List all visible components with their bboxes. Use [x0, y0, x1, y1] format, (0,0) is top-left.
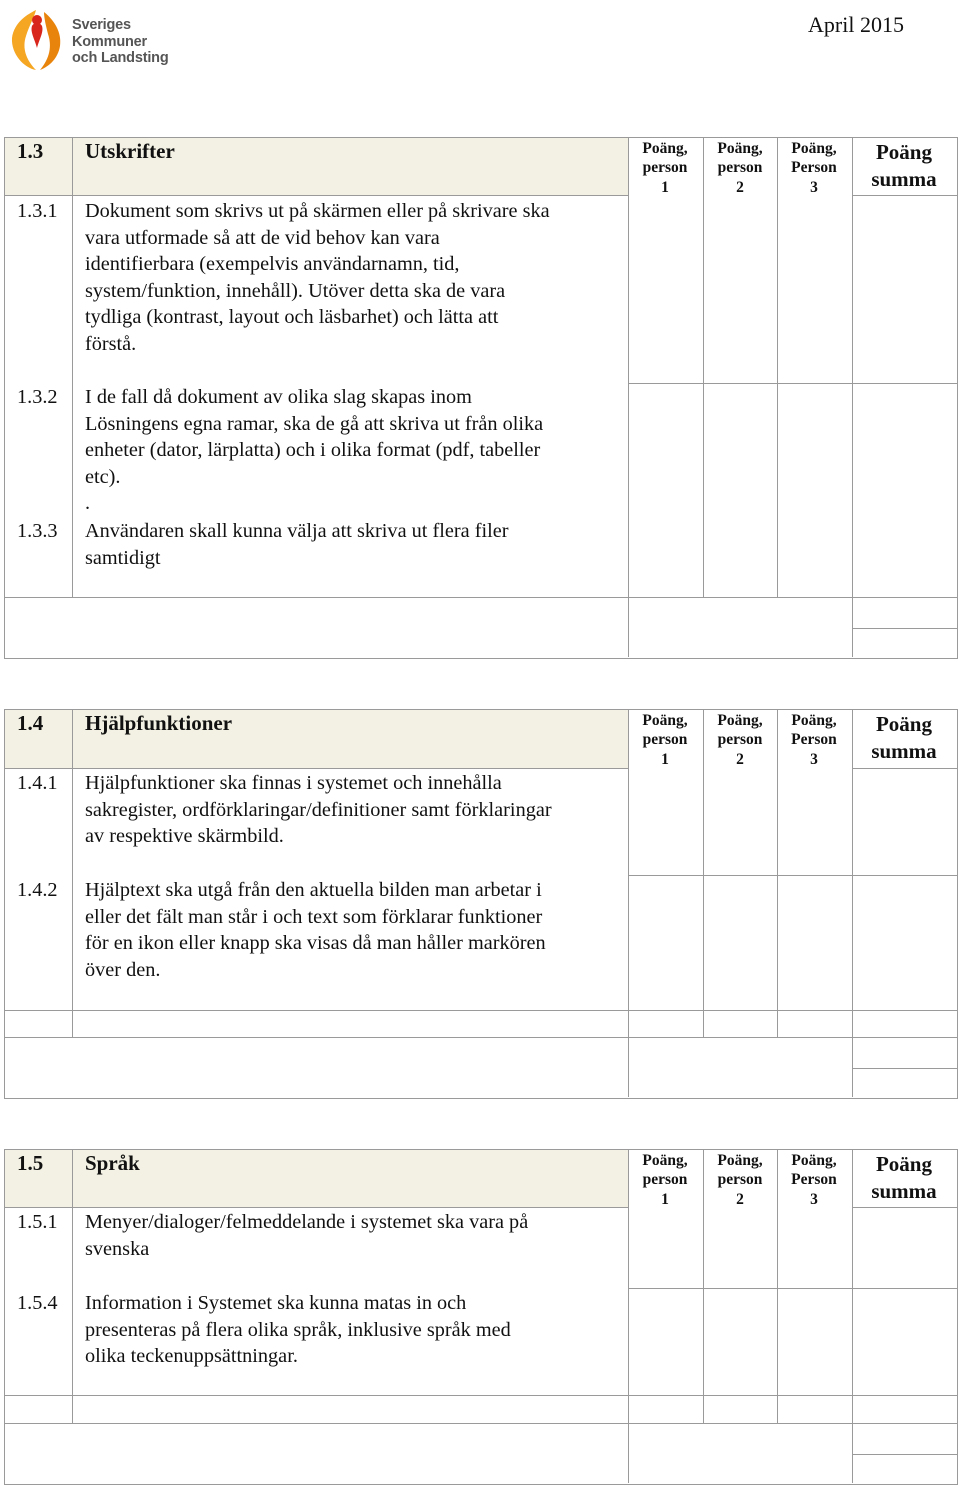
- document-date: April 2015: [808, 12, 904, 37]
- section-1-3-table: [4, 137, 958, 657]
- item-number: 1.3.2: [17, 386, 58, 408]
- item-text: Information i Systemet ska kunna matas in och presenteras på flera olika språk, inklusive språk med olika teckenuppsättningar.: [85, 1292, 511, 1368]
- col-header-sum: Poäng summa: [871, 1152, 937, 1203]
- item-number: 1.4.1: [17, 772, 58, 794]
- col-header-person-3: Poäng, Person 3: [791, 1152, 837, 1208]
- col-header-person-2: Poäng, person 2: [717, 712, 763, 768]
- skl-logo-mark-icon: [6, 4, 68, 74]
- item-text: I de fall då dokument av olika slag skapas inom Lösningens egna ramar, ska de gå att skriva ut från olika enheter (dator, lärplatta) och i olika format (pdf, tabeller etc). .: [85, 386, 544, 515]
- item-text: Hjälptext ska utgå från den aktuella bilden man arbetar i eller det fält man står i och text som förklarar funktioner för en ikon eller knapp ska visas då man håller markören över den.: [85, 879, 546, 981]
- section-number: 1.5: [17, 1151, 44, 1175]
- col-header-person-1: Poäng, person 1: [642, 712, 688, 768]
- item-text: Menyer/dialoger/felmeddelande i systemet ska vara på svenska: [85, 1211, 529, 1260]
- col-header-person-3: Poäng, Person 3: [791, 140, 837, 196]
- section-1-5-table: [4, 1149, 958, 1483]
- item-number: 1.5.4: [17, 1292, 58, 1314]
- col-header-person-1: Poäng, person 1: [642, 140, 688, 196]
- col-header-sum: Poäng summa: [871, 140, 937, 191]
- item-text: Dokument som skrivs ut på skärmen eller på skrivare ska vara utformade så att de vid behov kan vara identifierbara (exempelvis användarnamn, tid, system/funktion, innehåll). Utöver detta ska de vara tydliga (kontrast, layout och läsbarhet) och lätta att förstå.: [85, 200, 550, 355]
- col-header-sum: Poäng summa: [871, 712, 937, 763]
- item-number: 1.3.1: [17, 200, 58, 222]
- col-header-person-3: Poäng, Person 3: [791, 712, 837, 768]
- item-number: 1.4.2: [17, 879, 58, 901]
- section-title: Språk: [85, 1151, 140, 1175]
- item-number: 1.3.3: [17, 520, 58, 542]
- col-header-person-2: Poäng, person 2: [717, 140, 763, 196]
- item-text: Användaren skall kunna välja att skriva ut flera filer samtidigt: [85, 520, 509, 569]
- section-title: Hjälpfunktioner: [85, 711, 233, 735]
- section-number: 1.3: [17, 139, 44, 163]
- section-number: 1.4: [17, 711, 44, 735]
- col-header-person-2: Poäng, person 2: [717, 1152, 763, 1208]
- section-1-4-table: [4, 709, 958, 1097]
- section-title: Utskrifter: [85, 139, 175, 163]
- col-header-person-1: Poäng, person 1: [642, 1152, 688, 1208]
- item-text: Hjälpfunktioner ska finnas i systemet och innehålla sakregister, ordförklaringar/definitioner samt förklaringar av respektive skärmbild.: [85, 772, 552, 848]
- item-number: 1.5.1: [17, 1211, 58, 1233]
- logo-wordmark: Sveriges Kommuner och Landsting: [72, 17, 169, 66]
- skl-logo: [6, 4, 176, 74]
